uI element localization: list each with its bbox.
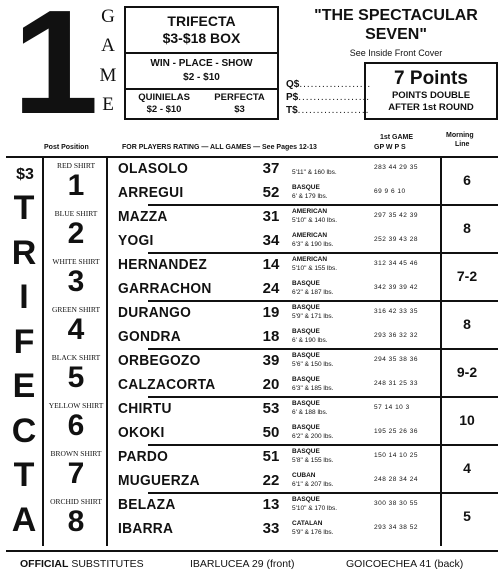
perfecta-price: $3 xyxy=(234,104,245,115)
post-number: 4 xyxy=(67,313,85,346)
post-number: 7 xyxy=(67,457,85,490)
player-name: GONDRA xyxy=(118,329,181,345)
trifecta-letter: T xyxy=(13,456,35,495)
player-rating: 22 xyxy=(262,472,280,489)
win-place-show-price: $2 - $10 xyxy=(183,72,220,83)
footer-divider xyxy=(6,550,498,552)
player-rating: 52 xyxy=(262,184,280,201)
player-height-weight: 6'3" & 185 lbs. xyxy=(292,385,334,392)
trifecta-vertical-label xyxy=(6,186,42,542)
player-name: MUGUERZA xyxy=(118,473,200,489)
player-nationality: CUBAN xyxy=(292,472,316,479)
post-position-row xyxy=(44,350,498,398)
player-nationality: BASQUE xyxy=(292,424,320,431)
player-name: OLASOLO xyxy=(118,161,189,177)
player-name: HERNANDEZ xyxy=(118,257,208,273)
player-name: GARRACHON xyxy=(118,281,212,297)
shirt-color: BLACK SHIRT xyxy=(51,353,101,362)
spectacular-line2: SEVEN" xyxy=(365,26,427,43)
shirt-color: BROWN SHIRT xyxy=(50,449,102,458)
player-nationality: CATALAN xyxy=(292,520,323,527)
player-height-weight: 5'11" & 160 lbs. xyxy=(292,169,337,176)
first-game-header: 1st GAME xyxy=(380,134,414,141)
morning-line-odds: 6 xyxy=(463,172,471,188)
player-first-game-stats: 342 39 39 42 xyxy=(374,284,418,291)
player-first-game-stats: 57 14 10 3 xyxy=(374,404,410,411)
payout-p: P$................... xyxy=(286,92,371,103)
trifecta-letter: R xyxy=(11,233,37,272)
morning-line-odds: 5 xyxy=(463,508,471,524)
player-nationality: BASQUE xyxy=(292,400,320,407)
shirt-color: BLUE SHIRT xyxy=(54,209,98,218)
players-rating-header: FOR PLAYERS RATING — ALL GAMES — See Pages 12-13 xyxy=(122,144,317,151)
player-height-weight: 6'2" & 187 lbs. xyxy=(292,289,334,296)
player-first-game-stats: 252 39 43 28 xyxy=(374,236,418,243)
post-number: 6 xyxy=(67,409,85,442)
post-position-row xyxy=(44,494,498,542)
morning-line-odds: 9-2 xyxy=(456,364,478,380)
points-note-2: AFTER 1st ROUND xyxy=(388,102,474,113)
quinielas-label: QUINIELAS xyxy=(138,92,190,103)
player-nationality: AMERICAN xyxy=(292,208,328,215)
post-position-row xyxy=(44,206,498,254)
player-nationality: BASQUE xyxy=(292,328,320,335)
player-first-game-stats: 195 25 26 36 xyxy=(374,428,418,435)
official-label: OFFICIAL SUBSTITUTES xyxy=(20,558,144,570)
trifecta-title: TRIFECTA xyxy=(167,13,236,29)
player-name: MAZZA xyxy=(118,209,168,225)
post-position-row xyxy=(44,446,498,494)
morning-line-odds: 8 xyxy=(463,220,471,236)
player-first-game-stats: 294 35 38 36 xyxy=(374,356,418,363)
player-rating: 37 xyxy=(262,160,280,177)
player-name: CHIRTU xyxy=(118,401,172,417)
player-rating: 39 xyxy=(262,352,280,369)
quinielas-price: $2 - $10 xyxy=(146,104,182,115)
player-height-weight: 6' & 179 lbs. xyxy=(292,193,328,200)
player-height-weight: 5'6" & 150 lbs. xyxy=(292,361,334,368)
player-name: ARREGUI xyxy=(118,185,184,201)
player-first-game-stats: 316 42 33 35 xyxy=(374,308,418,315)
player-name: CALZACORTA xyxy=(118,377,216,393)
shirt-color: WHITE SHIRT xyxy=(52,257,100,266)
player-nationality: BASQUE xyxy=(292,304,320,311)
trifecta-letter: A xyxy=(11,500,37,539)
trifecta-box-price: $3-$18 BOX xyxy=(162,30,241,46)
line-header: Line xyxy=(455,141,470,148)
trifecta-letter: E xyxy=(12,367,36,406)
substitute-back: GOICOECHEA 41 (back) xyxy=(346,558,464,570)
shirt-color: RED SHIRT xyxy=(56,161,96,170)
player-height-weight: 5'9" & 176 lbs. xyxy=(292,529,334,536)
spectacular-subtitle: See Inside Front Cover xyxy=(349,48,443,58)
morning-header: Morning xyxy=(446,132,474,139)
player-height-weight: 5'9" & 171 lbs. xyxy=(292,313,334,320)
player-name: OKOKI xyxy=(118,425,165,441)
trifecta-letter: C xyxy=(11,411,37,450)
player-first-game-stats: 248 28 34 24 xyxy=(374,476,418,483)
morning-line-odds: 8 xyxy=(463,316,471,332)
post-position-row xyxy=(44,158,498,206)
player-nationality: AMERICAN xyxy=(292,256,328,263)
player-first-game-stats: 150 14 10 25 xyxy=(374,452,418,459)
player-nationality: BASQUE xyxy=(292,184,320,191)
player-first-game-stats: 293 34 38 52 xyxy=(374,524,418,531)
shirt-color: YELLOW SHIRT xyxy=(48,401,104,410)
player-first-game-stats: 293 36 32 32 xyxy=(374,332,418,339)
player-height-weight: 5'10" & 155 lbs. xyxy=(292,265,338,272)
payout-t: T$................... xyxy=(286,105,370,116)
player-rating: 19 xyxy=(262,304,280,321)
player-nationality: BASQUE xyxy=(292,448,320,455)
game-letter: M xyxy=(99,64,117,86)
post-number: 8 xyxy=(67,505,85,538)
player-name: YOGI xyxy=(118,233,154,249)
trifecta-price: $3 xyxy=(16,166,34,183)
player-rating: 14 xyxy=(262,256,280,273)
post-number: 3 xyxy=(67,265,85,298)
game-letter: G xyxy=(101,6,115,27)
player-height-weight: 6'1" & 207 lbs. xyxy=(292,481,334,488)
player-first-game-stats: 312 34 45 46 xyxy=(374,260,418,267)
trifecta-letter: F xyxy=(13,322,35,361)
player-rating: 13 xyxy=(262,496,280,513)
player-rating: 50 xyxy=(262,424,280,441)
player-height-weight: 6'3" & 190 lbs. xyxy=(292,241,334,248)
win-place-show-label: WIN - PLACE - SHOW xyxy=(150,58,253,69)
points-value: 7 Points xyxy=(394,68,468,89)
player-nationality: BASQUE xyxy=(292,352,320,359)
player-nationality: AMERICAN xyxy=(292,232,328,239)
shirt-color: GREEN SHIRT xyxy=(51,305,101,314)
player-name: IBARRA xyxy=(118,521,174,537)
post-number: 5 xyxy=(67,361,85,394)
post-position-row xyxy=(44,398,498,446)
morning-line-odds: 7-2 xyxy=(456,268,478,284)
morning-line-odds: 4 xyxy=(463,460,471,476)
payout-q: Q$................... xyxy=(286,79,372,90)
player-rating: 34 xyxy=(262,232,280,249)
post-position-header: Post Position xyxy=(44,144,89,151)
player-nationality: BASQUE xyxy=(292,376,320,383)
game-number: 1 xyxy=(12,0,91,145)
player-rating: 20 xyxy=(262,376,280,393)
stats-header: GP W P S xyxy=(374,144,406,151)
player-rating: 51 xyxy=(262,448,280,465)
payout-fields xyxy=(286,78,372,117)
post-position-row xyxy=(44,302,498,350)
player-first-game-stats: 248 31 25 33 xyxy=(374,380,418,387)
spectacular-seven-title xyxy=(296,6,496,44)
perfecta-label: PERFECTA xyxy=(214,92,265,103)
player-name: BELAZA xyxy=(118,497,176,513)
player-rating: 24 xyxy=(262,280,280,297)
player-height-weight: 5'10" & 170 lbs. xyxy=(292,505,338,512)
player-first-game-stats: 283 44 29 35 xyxy=(374,164,418,171)
player-name: PARDO xyxy=(118,449,169,465)
trifecta-letter: T xyxy=(13,189,35,228)
post-position-row xyxy=(44,254,498,302)
post-number: 1 xyxy=(67,169,85,202)
player-name: DURANGO xyxy=(118,305,192,321)
player-height-weight: 5'10" & 140 lbs. xyxy=(292,217,338,224)
points-box xyxy=(364,62,498,120)
player-nationality: BASQUE xyxy=(292,496,320,503)
player-name: ORBEGOZO xyxy=(118,353,201,369)
player-first-game-stats: 69 9 6 10 xyxy=(374,188,406,195)
game-letter: A xyxy=(101,35,115,57)
points-note-1: POINTS DOUBLE xyxy=(391,90,471,101)
post-number: 2 xyxy=(67,217,85,250)
player-nationality: BASQUE xyxy=(292,280,320,287)
trifecta-price-box xyxy=(124,6,279,120)
spectacular-line1: "THE SPECTACULAR xyxy=(314,7,478,24)
trifecta-letter: I xyxy=(19,278,29,317)
player-rating: 18 xyxy=(262,328,280,345)
player-height-weight: 6' & 190 lbs. xyxy=(292,337,328,344)
substitute-front: IBARLUCEA 29 (front) xyxy=(190,558,295,570)
player-rating: 53 xyxy=(262,400,280,417)
game-label xyxy=(96,6,120,116)
player-first-game-stats: 300 38 30 55 xyxy=(374,500,418,507)
player-first-game-stats: 297 35 42 39 xyxy=(374,212,418,219)
shirt-color: ORCHID SHIRT xyxy=(50,497,102,506)
player-rating: 31 xyxy=(262,208,280,225)
player-height-weight: 6'2" & 200 lbs. xyxy=(292,433,334,440)
morning-line-odds: 10 xyxy=(459,412,475,428)
player-height-weight: 5'8" & 155 lbs. xyxy=(292,457,334,464)
game-letter: E xyxy=(102,93,114,115)
player-rating: 33 xyxy=(262,520,280,537)
player-height-weight: 6' & 188 lbs. xyxy=(292,409,328,416)
